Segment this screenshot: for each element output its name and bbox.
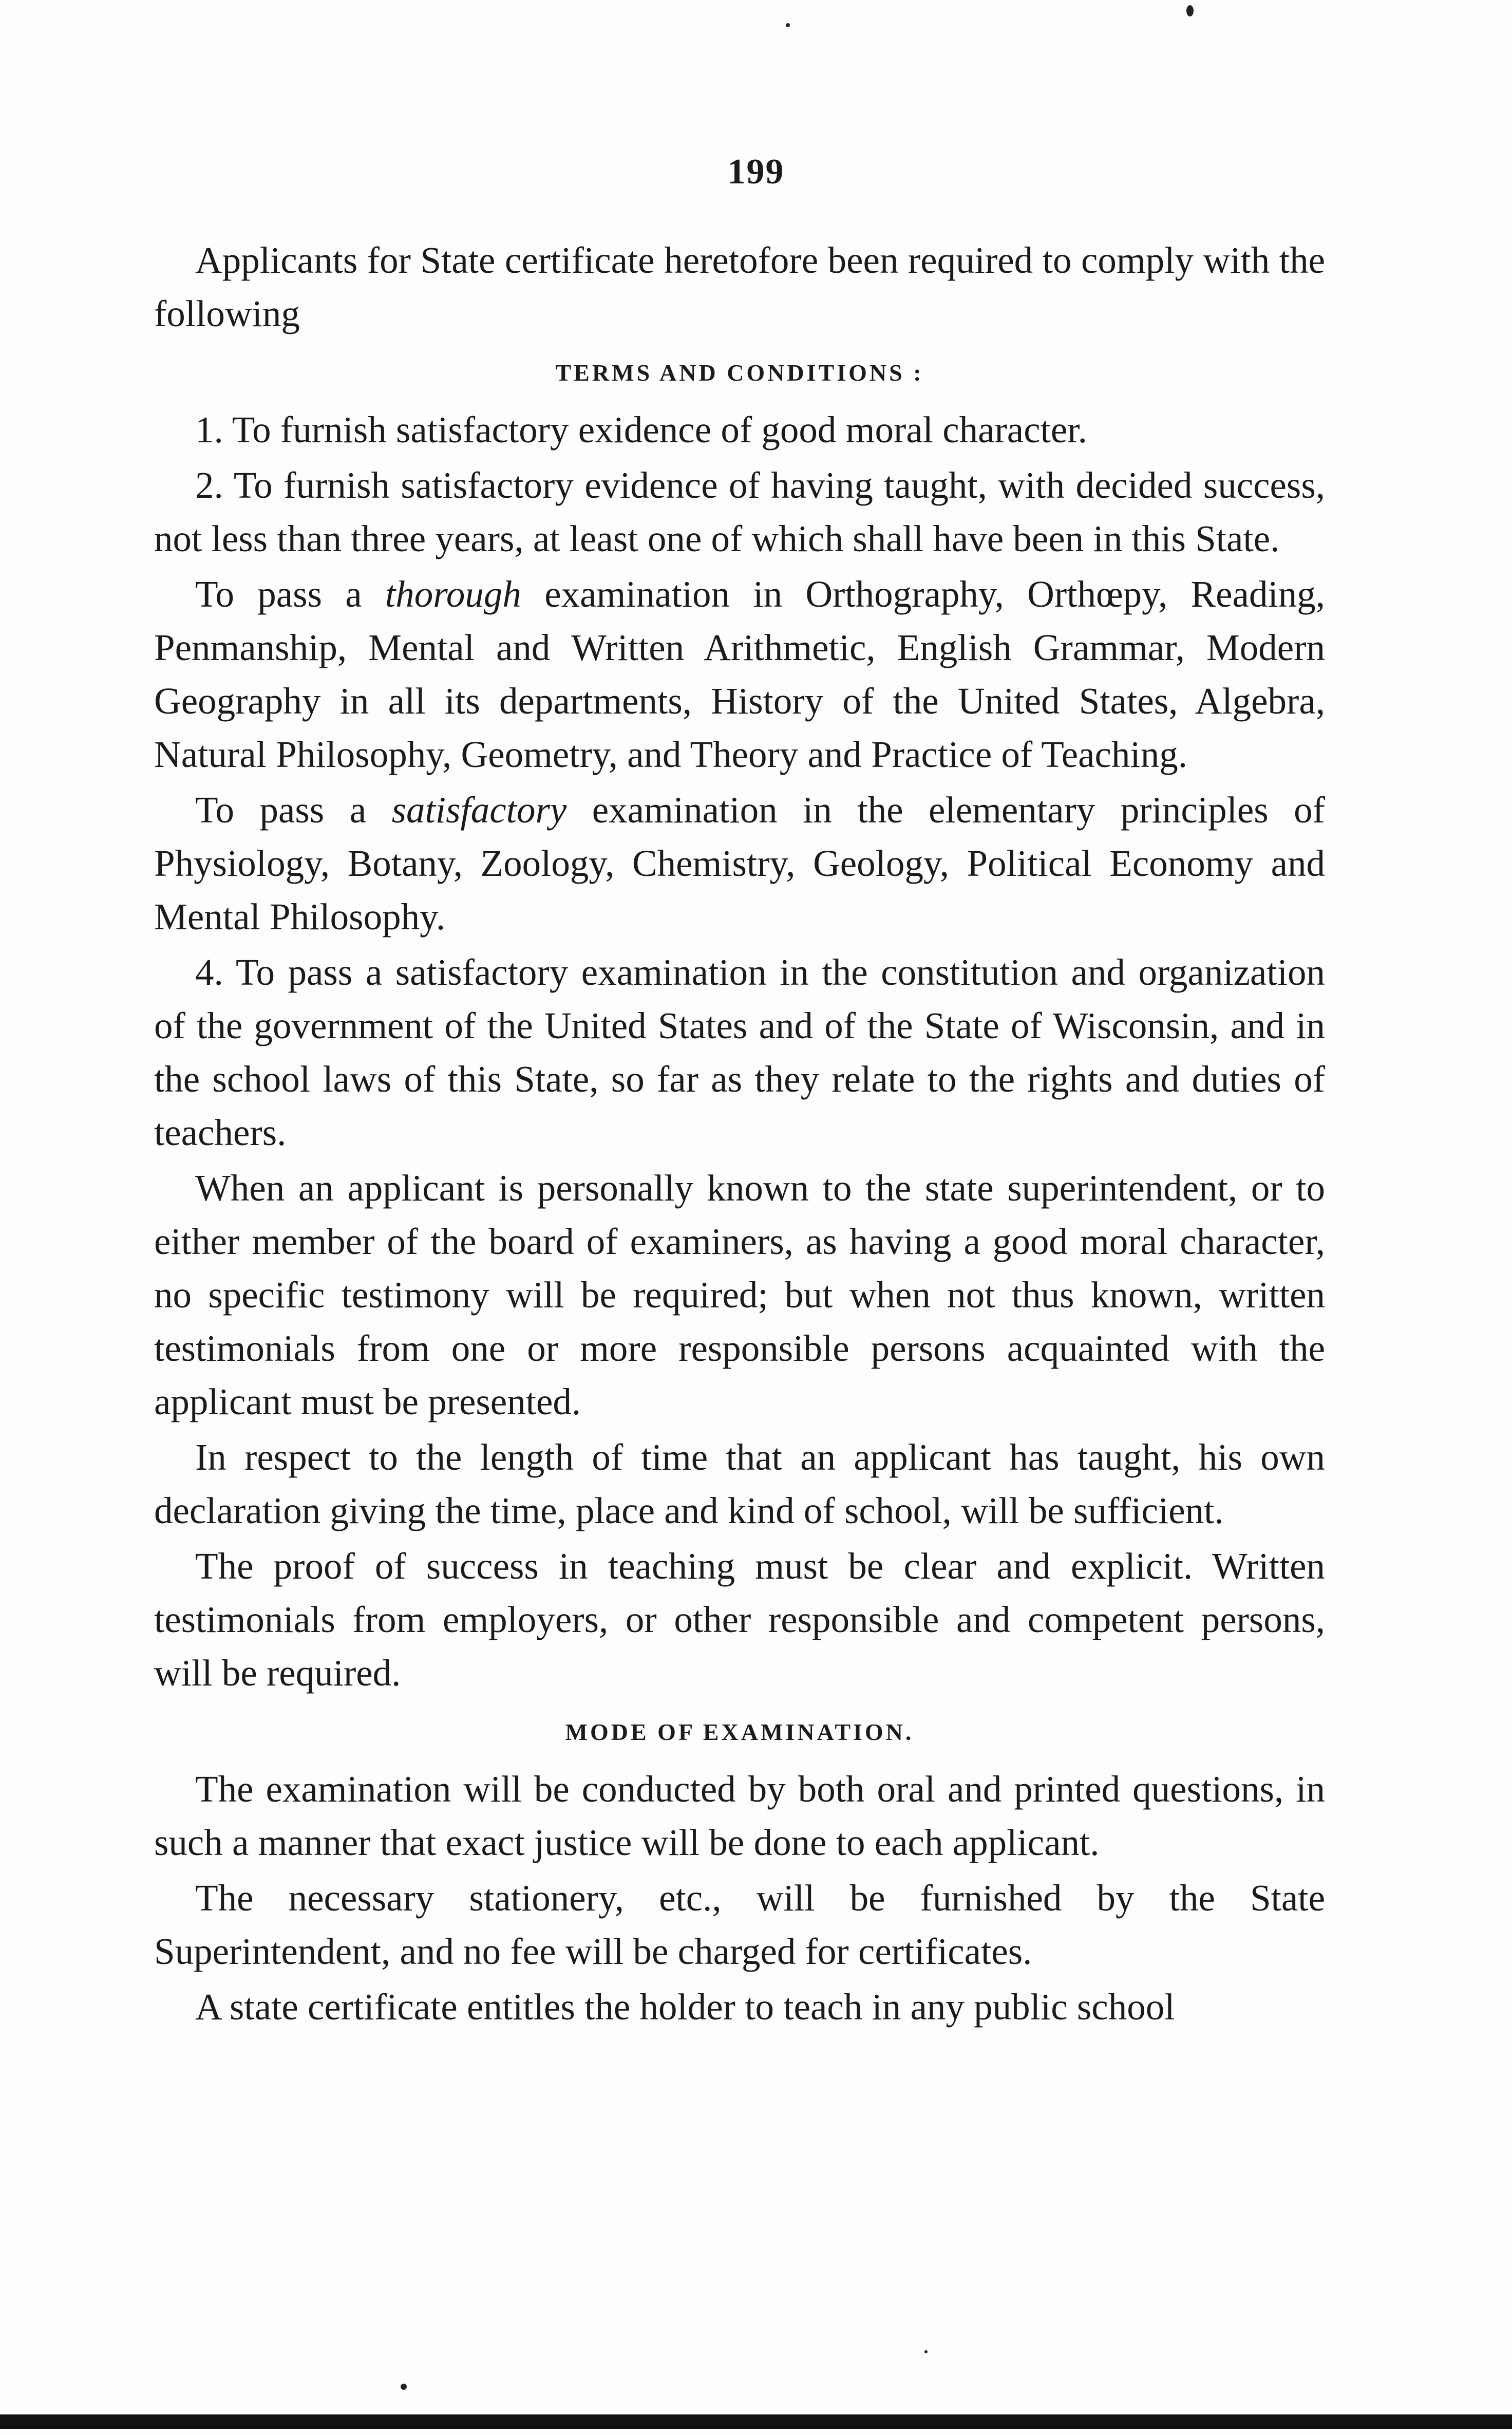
paragraph-rest: examination in the elementary principles of Physiology, Botany, Zoology, Chemistry, Geology, Political Economy and Mental Philosophy. — [154, 789, 1325, 938]
mode-heading: MODE OF EXAMINATION. — [565, 1719, 914, 1745]
print-speck — [1186, 5, 1194, 16]
print-speck — [786, 23, 790, 27]
print-speck — [924, 2350, 928, 2353]
examination-conduct-paragraph: The examination will be conducted by both oral and printed questions, in such a manner that exact justice will be done to each applicant. — [154, 1768, 1325, 1863]
term-item-4 — [154, 946, 1325, 1159]
term-item-text: To furnish satisfactory evidence of having taught, with decided success, not less than three years, at least one of which shall have been in this State. — [154, 464, 1325, 559]
thorough-examination-paragraph — [154, 568, 1325, 781]
page-number: 199 — [727, 152, 785, 192]
stationery-paragraph: The necessary stationery, etc., will be furnished by the State Superintendent, and no fee will be charged for certificates. — [154, 1877, 1325, 1972]
terms-heading: TERMS AND CONDITIONS : — [555, 360, 924, 386]
proof-of-success-paragraph: The proof of success in teaching must be clear and explicit. Written testimonials from employers, or other responsible and competent persons, will be required. — [154, 1545, 1325, 1694]
term-item-text: To pass a satisfactory examination in the constitution and organization of the government of the United States and of the State of Wisconsin, and in the school laws of this State, so far as they relate to the rights and duties of teachers. — [154, 951, 1325, 1153]
print-speck — [401, 2384, 407, 2390]
intro-paragraph: Applicants for State certificate heretofore been required to comply with the following — [154, 239, 1325, 334]
term-item-number: 4. — [195, 951, 223, 993]
certificate-entitles-paragraph: A state certificate entitles the holder to teach in any public school — [195, 1986, 1175, 2028]
emphasis-thorough: thorough — [385, 573, 521, 615]
body-text — [154, 234, 1325, 2036]
satisfactory-examination-paragraph — [154, 783, 1325, 944]
term-item-number: 2. — [195, 464, 223, 506]
term-item-1 — [154, 403, 1325, 457]
paragraph-rest: examination in Orthography, Orthœpy, Reading, Penmanship, Mental and Written Arithmetic, English Grammar, Modern Geography in all its departments, History of the United States, Algebra, Natural Philosophy, Geometry, and Theory and Practice of Teaching. — [154, 573, 1325, 775]
bottom-edge-rule — [0, 2414, 1512, 2429]
time-taught-paragraph: In respect to the length of time that an applicant has taught, his own declaration giving the time, place and kind of school, will be sufficient. — [154, 1436, 1325, 1531]
term-item-text: To furnish satisfactory exidence of good moral character. — [232, 409, 1087, 451]
moral-character-paragraph: When an applicant is personally known to the state superintendent, or to either member of the board of examiners, as having a good moral character, no specific testimony will be required; but when not thus known, written testimonials from one or more responsible persons acquainted with the applicant must be presented. — [154, 1167, 1325, 1422]
term-item-2 — [154, 459, 1325, 566]
paragraph-lead: To pass a — [195, 573, 385, 615]
term-item-number: 1. — [195, 409, 223, 451]
emphasis-satisfactory: satisfactory — [391, 789, 567, 831]
paragraph-lead: To pass a — [195, 789, 392, 831]
